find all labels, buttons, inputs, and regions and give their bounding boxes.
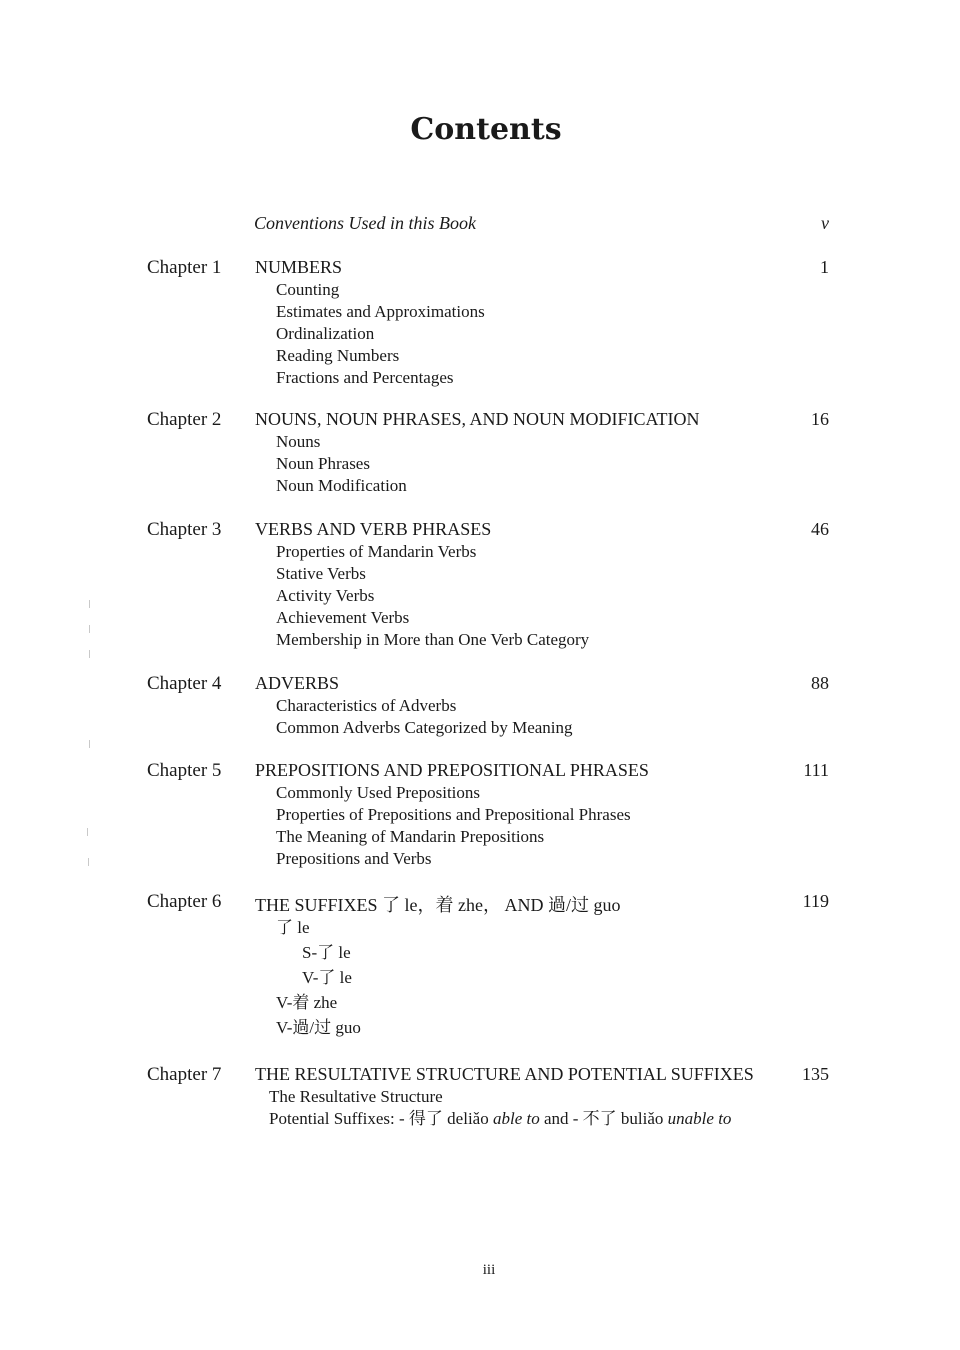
chapter-label: Chapter 1 — [147, 257, 222, 278]
section-item: The Meaning of Mandarin Prepositions — [276, 827, 545, 846]
chapter-page-number: 46 — [811, 519, 829, 539]
chapter-title: ADVERBS — [255, 673, 340, 693]
section-item: Reading Numbers — [276, 346, 400, 365]
section-list — [269, 1086, 731, 1130]
chapter-title: NUMBERS — [255, 257, 343, 277]
section-list — [276, 782, 631, 870]
chapter-label: Chapter 6 — [147, 891, 222, 912]
scan-mark — [89, 625, 90, 633]
chapter-page-number: 16 — [811, 409, 829, 429]
scan-mark — [87, 828, 88, 836]
section-item: Noun Phrases — [276, 454, 370, 473]
scan-mark — [88, 858, 89, 866]
page-title: Contents — [410, 112, 562, 147]
section-item: Commonly Used Prepositions — [276, 783, 481, 802]
section-item: Prepositions and Verbs — [276, 849, 432, 868]
conventions-entry: Conventions Used in this Book — [254, 213, 476, 233]
section-item: Estimates and Approximations — [276, 302, 485, 321]
section-item: Stative Verbs — [276, 564, 366, 583]
chapter-page-number: 1 — [820, 257, 829, 277]
chapter-label: Chapter 4 — [147, 673, 222, 694]
scan-mark — [89, 600, 90, 608]
section-item: Properties of Mandarin Verbs — [276, 542, 477, 561]
potential-suffixes-mid: and - 不了 buliǎo — [543, 1109, 664, 1128]
section-item: Common Adverbs Categorized by Meaning — [276, 718, 573, 737]
section-list — [276, 915, 361, 1040]
chapter-page-number: 88 — [811, 673, 829, 693]
section-list — [276, 279, 485, 389]
section-item: Membership in More than One Verb Category — [276, 630, 590, 649]
section-item: V-了 le — [302, 968, 352, 987]
chapter-label: Chapter 5 — [147, 760, 222, 781]
section-item: V-着 zhe — [276, 993, 338, 1012]
section-item: Activity Verbs — [276, 586, 375, 605]
chapter-page-number: 111 — [803, 760, 829, 780]
section-list — [276, 431, 407, 497]
chapter-title: THE RESULTATIVE STRUCTURE AND POTENTIAL SUFFIXES — [255, 1064, 754, 1084]
chapter-page-number: 135 — [802, 1064, 829, 1084]
unable-to-gloss: unable to — [667, 1109, 732, 1128]
section-list — [276, 695, 573, 739]
page-number: iii — [482, 1262, 496, 1278]
chapter-label: Chapter 2 — [147, 409, 222, 430]
chapter-title: THE SUFFIXES 了 le，着 zhe， AND 過/过 guo — [255, 895, 621, 915]
scan-mark — [89, 650, 90, 658]
section-item: Characteristics of Adverbs — [276, 696, 457, 715]
potential-suffixes-text: Potential Suffixes: - 得了 deliǎo — [269, 1109, 489, 1128]
section-item: 了 le — [276, 918, 310, 937]
chapter-title: VERBS AND VERB PHRASES — [255, 519, 492, 539]
conventions-page-number: v — [821, 213, 829, 233]
section-item: Noun Modification — [276, 476, 407, 495]
chapter-label: Chapter 3 — [147, 519, 222, 540]
section-item: Achievement Verbs — [276, 608, 410, 627]
chapter-title: PREPOSITIONS AND PREPOSITIONAL PHRASES — [255, 760, 649, 780]
chapter-label: Chapter 7 — [147, 1064, 222, 1085]
section-item: Counting — [276, 280, 340, 299]
section-item: Nouns — [276, 432, 321, 451]
able-to-gloss: able to — [492, 1109, 540, 1128]
section-item: The Resultative Structure — [269, 1087, 443, 1106]
section-item — [269, 1108, 731, 1130]
section-item: Fractions and Percentages — [276, 368, 454, 387]
section-list — [276, 541, 589, 651]
section-item: Properties of Prepositions and Prepositional Phrases — [276, 805, 631, 824]
chapter-title: NOUNS, NOUN PHRASES, AND NOUN MODIFICATION — [255, 409, 700, 429]
chapter-page-number: 119 — [802, 891, 829, 911]
scan-mark — [89, 740, 90, 748]
section-item: S-了 le — [302, 943, 351, 962]
section-item: V-過/过 guo — [276, 1018, 361, 1037]
section-item: Ordinalization — [276, 324, 375, 343]
